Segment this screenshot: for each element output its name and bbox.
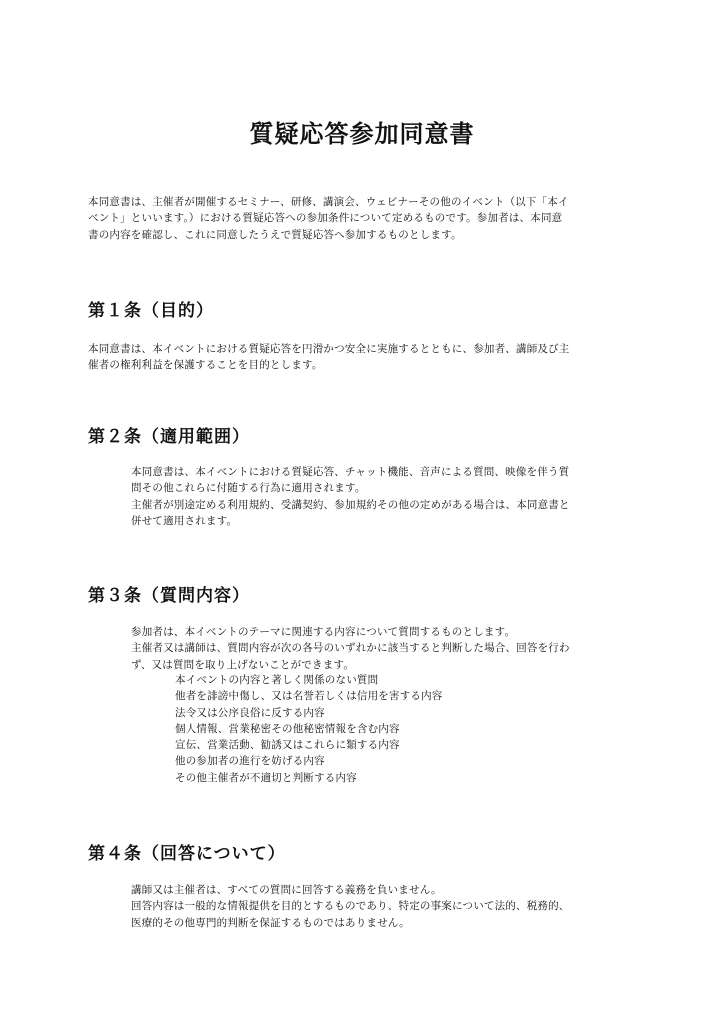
list-item: 本イベントの内容と著しく関係のない質問 [175, 674, 379, 686]
article-2-heading: 第２条（適用範囲） [88, 427, 250, 447]
article-3-line: ず、又は質問を取り上げないことができます。 [131, 658, 355, 671]
intro-line: 本同意書は、主催者が開催するセミナー、研修、講演会、ウェビナーその他のイベント（以下「本イ [88, 196, 569, 208]
article-3-line: 参加者は、本イベントのテーマに関連する内容について質問するものとします。 [131, 626, 516, 638]
list-item: その他主催者が不適切と判断する内容 [175, 771, 357, 784]
list-item: 他の参加者の進行を妨げる内容 [175, 755, 325, 768]
article-4-line: 医療的その他専門的判断を保証するものではありません。 [131, 916, 410, 929]
article-2-line: 問その他これらに付随する行為に適用されます。 [131, 482, 366, 495]
article-4-heading: 第４条（回答について） [88, 844, 286, 864]
intro-paragraph [88, 194, 569, 243]
list-item: 宣伝、営業活動、勧誘又はこれらに類する内容 [175, 739, 400, 752]
intro-line: 書の内容を確認し、これに同意したうえで質疑応答へ参加するものとします。 [88, 228, 462, 241]
article-3-heading: 第３条（質問内容） [88, 586, 250, 606]
article-3-body [131, 624, 570, 673]
article-2-line: 併せて適用されます。 [131, 514, 238, 527]
article-1-line: 本同意書は、本イベントにおける質疑応答を円滑かつ安全に実施するとともに、参加者、講師及び主 [88, 343, 570, 355]
list-item: 他者を誹謗中傷し、又は名誉若しくは信用を害する内容 [175, 690, 443, 703]
article-3-item-list [175, 672, 443, 786]
article-2-line: 主催者が別途定める利用規約、受講契約、参加規約その他の定めがある場合は、本同意書と [131, 498, 570, 511]
list-item: 法令又は公序良俗に反する内容 [175, 706, 325, 719]
article-2-body [131, 464, 570, 529]
article-1-body [88, 341, 570, 374]
article-4-line: 講師又は主催者は、すべての質問に回答する義務を負いません。 [131, 884, 442, 896]
article-4-body [131, 882, 570, 931]
document-title: 質疑応答参加同意書 [249, 120, 475, 148]
list-item: 個人情報、営業秘密その他秘密情報を含む内容 [175, 722, 400, 735]
intro-line: ベント」といいます。）における質疑応答への参加条件について定めるものです。参加者は、本同意 [88, 212, 563, 225]
article-2-line: 本同意書は、本イベントにおける質疑応答、チャット機能、音声による質問、映像を伴う質 [131, 466, 570, 478]
article-1-line: 催者の権利利益を保護することを目的とします。 [88, 359, 323, 372]
article-4-line: 回答内容は一般的な情報提供を目的とするものであり、特定の事案について法的、税務的、 [131, 900, 570, 913]
article-1-heading: 第１条（目的） [88, 301, 214, 321]
article-3-line: 主催者又は講師は、質問内容が次の各号のいずれかに該当すると判断した場合、回答を行わ [131, 642, 570, 655]
